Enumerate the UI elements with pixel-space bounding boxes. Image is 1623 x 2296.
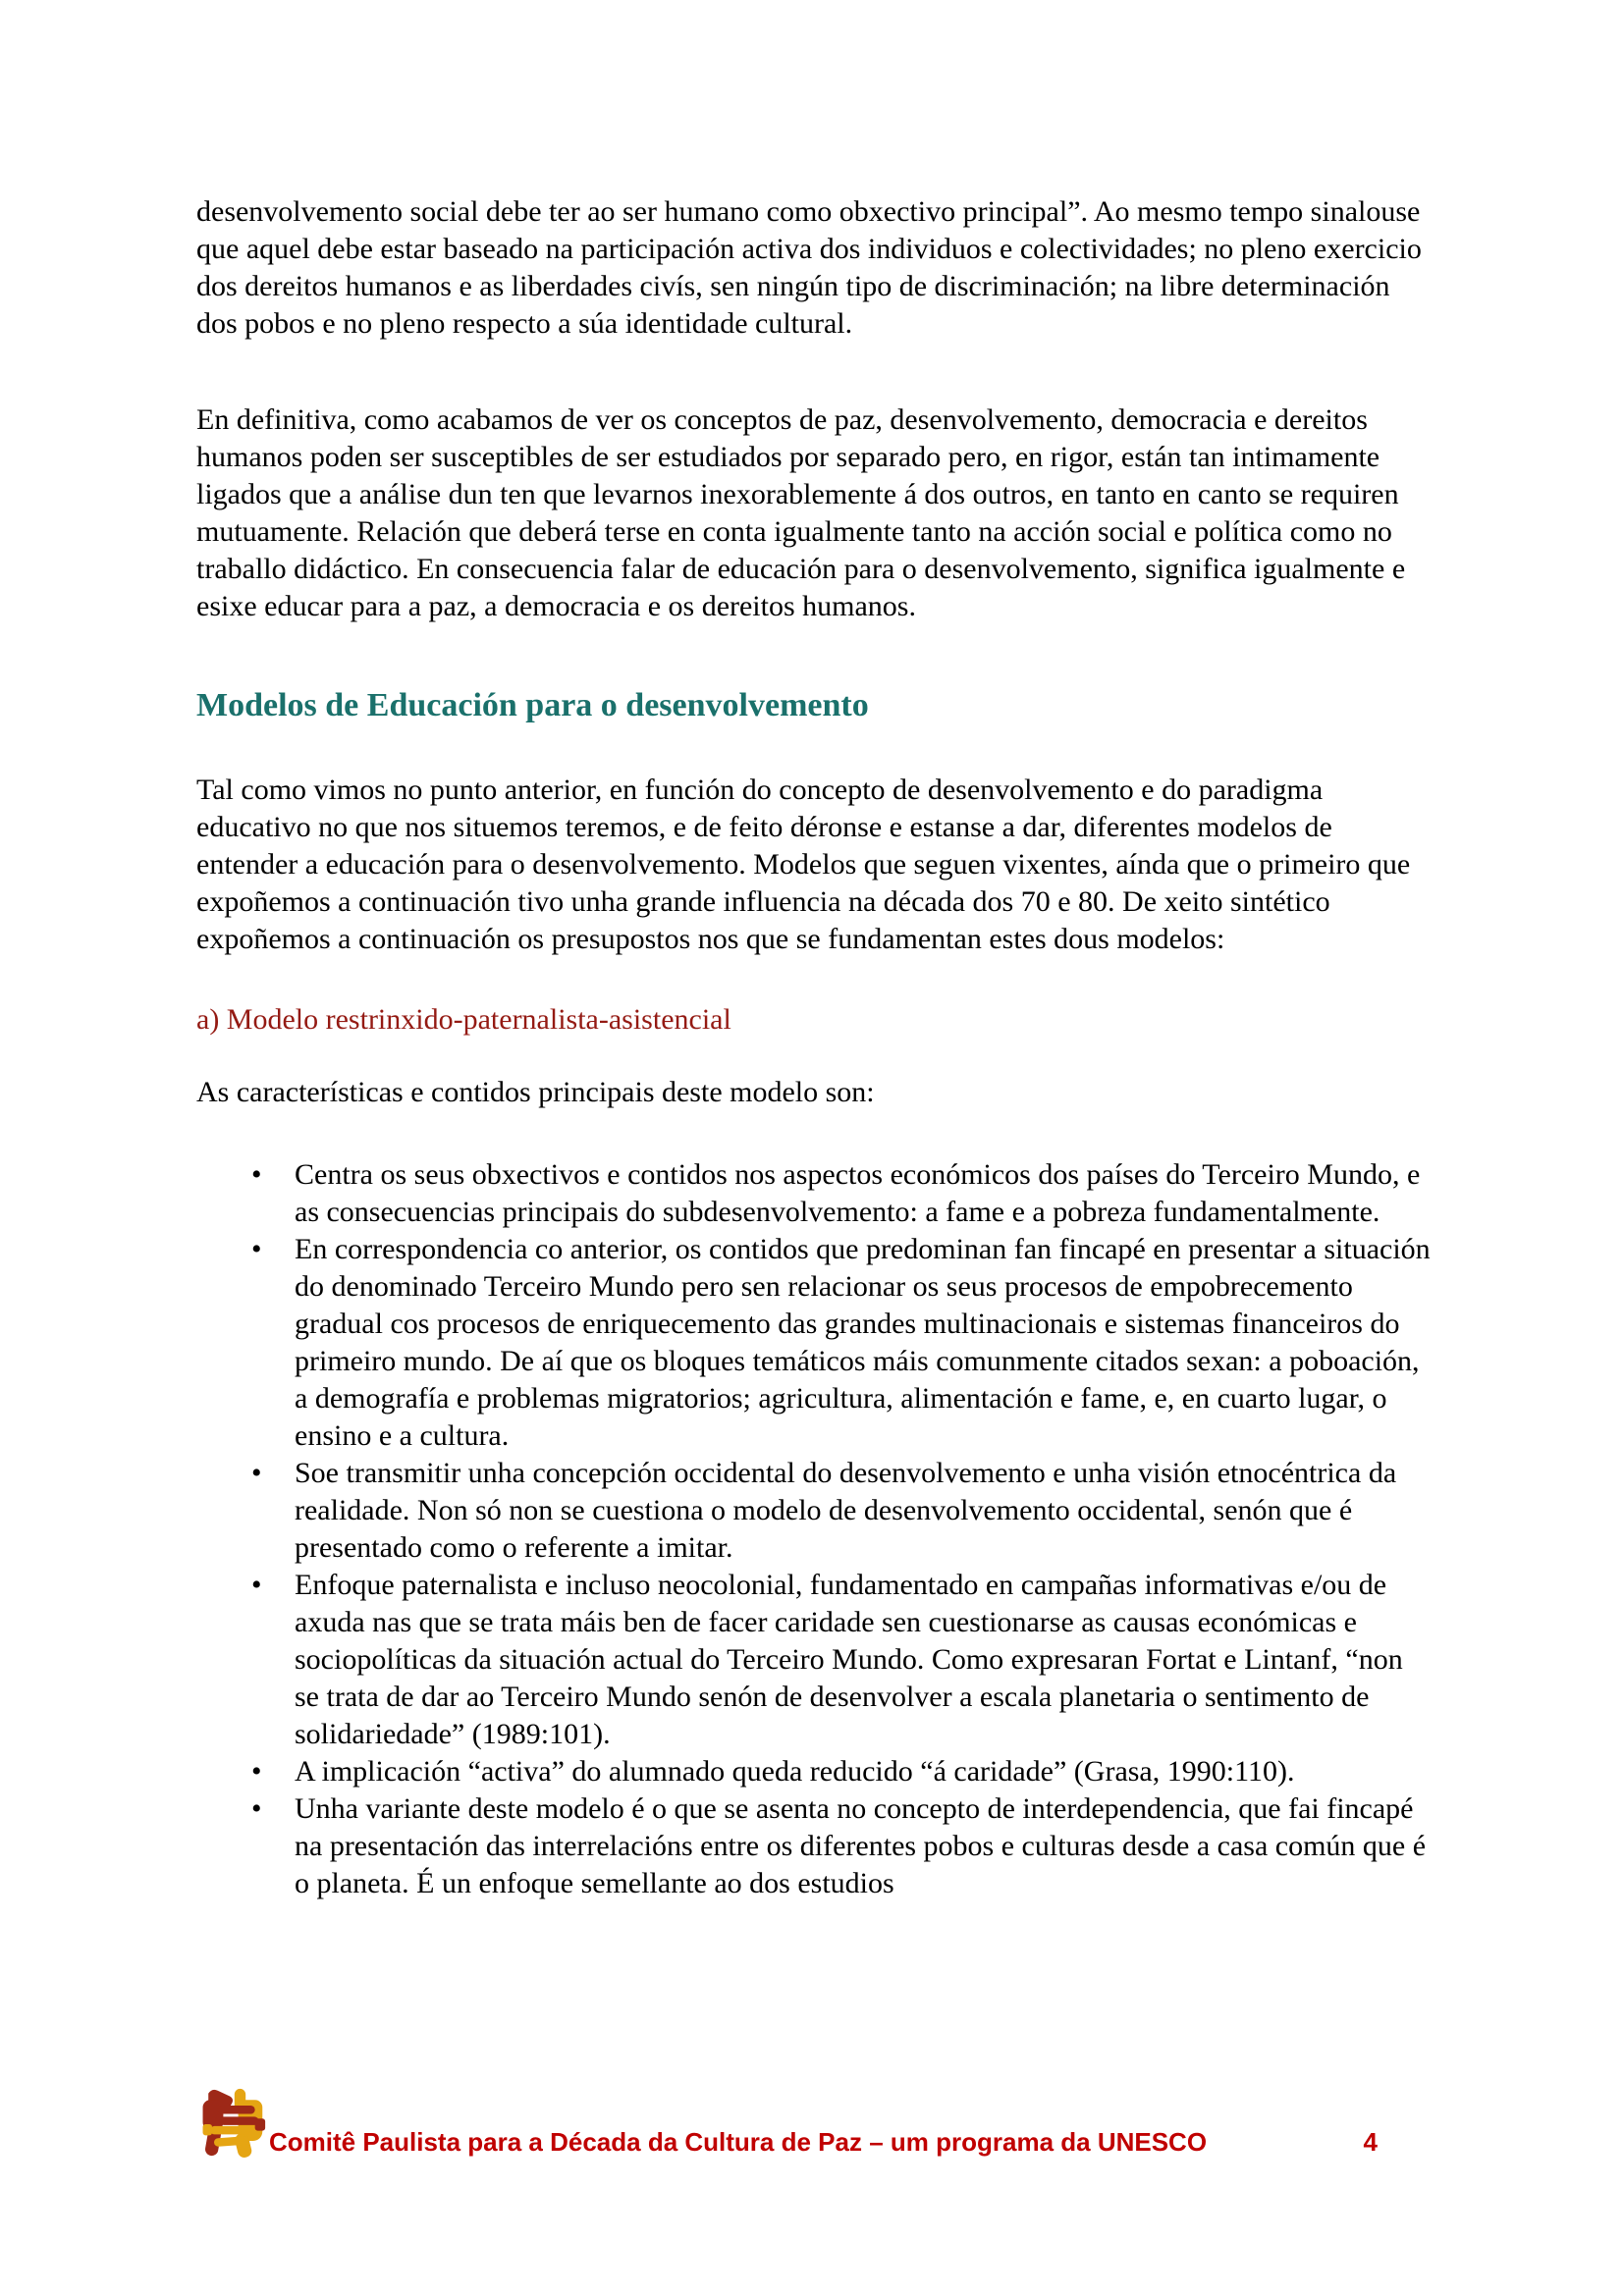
page-number: 4 (1363, 2127, 1378, 2157)
bullet-item: • Soe transmitir unha concepción occidental do desenvolvemento e unha visión etnocéntrica da realidade. Non só non se cuestiona o modelo de desenvolvemento occidental, senón que é presentado como o referente a imitar. (196, 1455, 1432, 1567)
bullet-item: • A implicación “activa” do alumnado queda reducido “á caridade” (Grasa, 1990:110). (196, 1753, 1432, 1790)
body-paragraph: desenvolvemento social debe ter ao ser humano como obxectivo principal”. Ao mesmo tempo sinalouse que aquel debe estar baseado na participación activa dos individuos e colectividades; no pleno exercicio dos dereitos humanos e as liberdades civís, sen ningún tipo de discriminación; na libre determinación dos pobos e no pleno respecto a súa identidade cultural. (196, 195, 1422, 340)
footer-text: Comitê Paulista para a Década da Cultura de Paz – um programa da UNESCO (269, 2127, 1208, 2157)
two-hands-handshake-icon (194, 2087, 267, 2160)
page-content (196, 0, 1432, 1902)
page-footer (194, 2087, 1436, 2160)
lead-in-sentence: As características e contidos principais deste modelo son: (196, 1076, 875, 1108)
bullet-item: • Unha variante deste modelo é o que se asenta no concepto de interdependencia, que fai fincapé na presentación das interrelacións entre os diferentes pobos e culturas desde a casa común que é o planeta. É un enfoque semellante ao dos estudios (196, 1790, 1432, 1902)
bullet-item: • En correspondencia co anterior, os contidos que predominan fan fincapé en presentar a situación do denominado Terceiro Mundo pero sen relacionar os seus procesos de empobrecemento gradual cos procesos de enriquecemento das grandes multinacionais e sistemas financeiros do primeiro mundo. De aí que os bloques temáticos máis comunmente citados sexan: a poboación, a demografía e problemas migratorios; agricultura, alimentación e fame, e, en cuarto lugar, o ensino e a cultura. (196, 1231, 1432, 1455)
body-paragraph: Tal como vimos no punto anterior, en función do concepto de desenvolvemento e do paradigma educativo no que nos situemos teremos, e de feito déronse e estanse a dar, diferentes modelos de entender a educación para o desenvolvemento. Modelos que seguen vixentes, aínda que o primeiro que expoñemos a continuación tivo unha grande influencia na década dos 70 e 80. De xeito sintético expoñemos a continuación os presupostos nos que se fundamentan estes dous modelos: (196, 774, 1411, 955)
bullet-list (196, 1156, 1432, 1902)
subsection-heading: a) Modelo restrinxido-paternalista-asistencial (196, 1003, 731, 1036)
section-heading: Modelos de Educación para o desenvolvemento (196, 687, 869, 723)
bullet-item: • Centra os seus obxectivos e contidos nos aspectos económicos dos países do Terceiro Mundo, e as consecuencias principais do subdesenvolvemento: a fame e a pobreza fundamentalmente. (196, 1156, 1432, 1231)
bullet-item: • Enfoque paternalista e incluso neocolonial, fundamentado en campañas informativas e/ou de axuda nas que se trata máis ben de facer caridade sen cuestionarse as causas económicas e sociopolíticas da situación actual do Terceiro Mundo. Como expresaran Fortat e Lintanf, “non se trata de dar ao Terceiro Mundo senón de desenvolver a escala planetaria o sentimento de solidariedade” (1989:101). (196, 1567, 1432, 1753)
body-paragraph: En definitiva, como acabamos de ver os conceptos de paz, desenvolvemento, democracia e dereitos humanos poden ser susceptibles de ser estudiados por separado pero, en rigor, están tan intimamente ligados que a análise dun ten que levarnos inexorablemente á dos outros, en tanto en canto se requiren mutuamente. Relación que deberá terse en conta igualmente tanto na acción social e política como no traballo didáctico. En consecuencia falar de educación para o desenvolvemento, significa igualmente e esixe educar para a paz, a democracia e os dereitos humanos. (196, 403, 1406, 622)
